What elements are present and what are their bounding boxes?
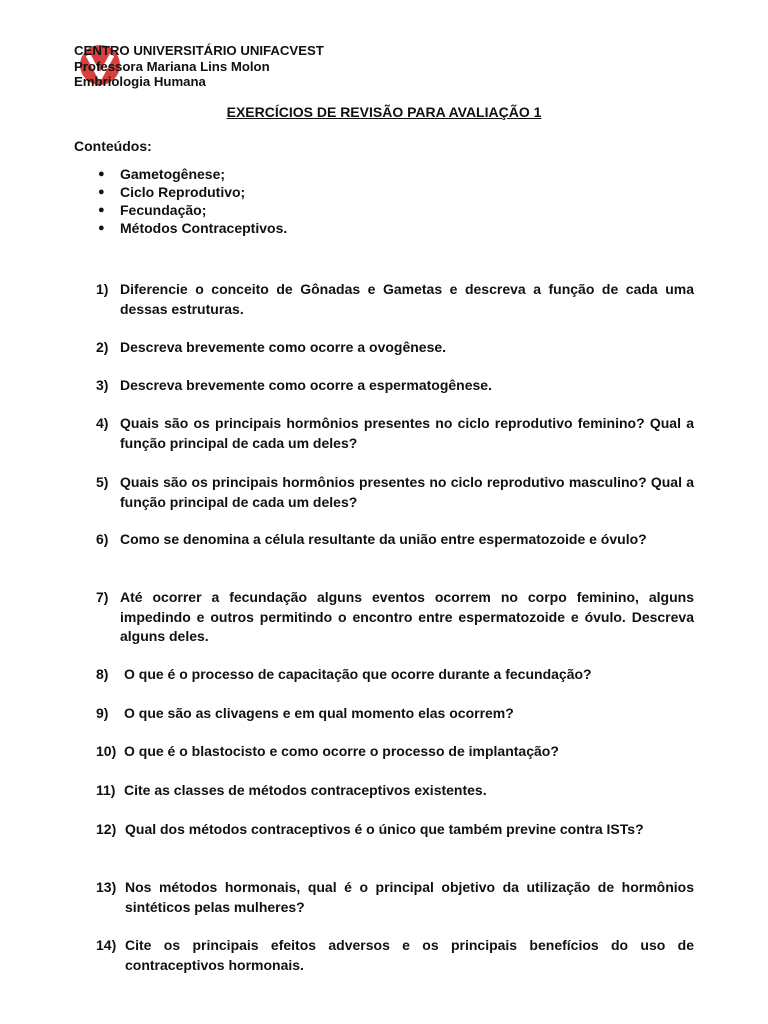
question-number: 3) bbox=[96, 377, 109, 393]
question-number: 5) bbox=[96, 474, 109, 490]
topics-list bbox=[96, 165, 287, 237]
question-text: O que é o processo de capacitação que ocorre durante a fecundação? bbox=[124, 666, 592, 682]
list-item: ● Ciclo Reprodutivo; bbox=[98, 184, 246, 200]
question-10 bbox=[96, 742, 694, 762]
question-11 bbox=[96, 781, 694, 801]
question-text: Qual dos métodos contraceptivos é o único que também previne contra ISTs? bbox=[125, 821, 644, 837]
question-9 bbox=[96, 704, 694, 724]
question-number: 9) bbox=[96, 705, 109, 721]
institution-name: CENTRO UNIVERSITÁRIO UNIFACVEST bbox=[74, 43, 324, 58]
page-title: EXERCÍCIOS DE REVISÃO PARA AVALIAÇÃO 1 bbox=[226, 104, 542, 120]
question-number: 8) bbox=[96, 666, 109, 682]
question-6 bbox=[96, 530, 694, 550]
question-text: Cite os principais efeitos adversos e os principais benefícios do uso de contraceptivos hormonais. bbox=[125, 937, 694, 973]
bullet-icon: ● bbox=[98, 222, 105, 234]
question-7 bbox=[96, 588, 694, 647]
question-1 bbox=[96, 280, 694, 319]
question-number: 1) bbox=[96, 281, 109, 297]
question-text: Quais são os principais hormônios presentes no ciclo reprodutivo masculino? Qual a função principal de cada um deles? bbox=[120, 474, 694, 510]
bullet-icon: ● bbox=[98, 204, 105, 216]
question-text: O que são as clivagens e em qual momento elas ocorrem? bbox=[124, 705, 514, 721]
question-text: O que é o blastocisto e como ocorre o processo de implantação? bbox=[124, 743, 559, 759]
question-2 bbox=[96, 338, 694, 358]
question-text: Descreva brevemente como ocorre a espermatogênese. bbox=[120, 377, 492, 393]
bullet-icon: ● bbox=[98, 168, 105, 180]
bullet-icon: ● bbox=[98, 186, 105, 198]
question-text: Quais são os principais hormônios presentes no ciclo reprodutivo feminino? Qual a função principal de cada um deles? bbox=[120, 415, 694, 451]
question-number: 4) bbox=[96, 415, 109, 431]
question-text: Até ocorrer a fecundação alguns eventos ocorrem no corpo feminino, alguns impedindo e outros permitindo o encontro entre espermatozoide e óvulo. Descreva alguns deles. bbox=[120, 589, 694, 644]
question-number: 13) bbox=[96, 879, 117, 895]
question-number: 12) bbox=[96, 821, 117, 837]
document-header bbox=[74, 43, 324, 90]
question-3 bbox=[96, 376, 694, 396]
contents-label: Conteúdos: bbox=[74, 138, 152, 154]
question-text: Cite as classes de métodos contraceptivos existentes. bbox=[124, 782, 487, 798]
course-name: Embriologia Humana bbox=[74, 74, 206, 89]
question-number: 10) bbox=[96, 743, 117, 759]
question-text: Nos métodos hormonais, qual é o principal objetivo da utilização de hormônios sintéticos pelas mulheres? bbox=[125, 879, 694, 915]
question-number: 2) bbox=[96, 339, 109, 355]
question-text: Descreva brevemente como ocorre a ovogênese. bbox=[120, 339, 447, 355]
question-13 bbox=[96, 878, 694, 917]
question-text: Como se denomina a célula resultante da união entre espermatozoide e óvulo? bbox=[120, 531, 647, 547]
question-number: 11) bbox=[96, 782, 116, 798]
question-number: 6) bbox=[96, 531, 109, 547]
question-14 bbox=[96, 936, 694, 975]
question-5 bbox=[96, 473, 694, 512]
question-number: 14) bbox=[96, 937, 117, 953]
professor-name: Professora Mariana Lins Molon bbox=[74, 58, 270, 74]
list-item: ● Gametogênese; bbox=[98, 166, 226, 182]
question-12 bbox=[96, 820, 694, 840]
list-item: ● Métodos Contraceptivos. bbox=[98, 220, 288, 236]
question-4 bbox=[96, 414, 694, 453]
list-item: ● Fecundação; bbox=[98, 202, 207, 218]
question-text: Diferencie o conceito de Gônadas e Gametas e descreva a função de cada uma dessas estruturas. bbox=[120, 281, 694, 317]
question-number: 7) bbox=[96, 589, 109, 605]
question-8 bbox=[96, 665, 694, 685]
